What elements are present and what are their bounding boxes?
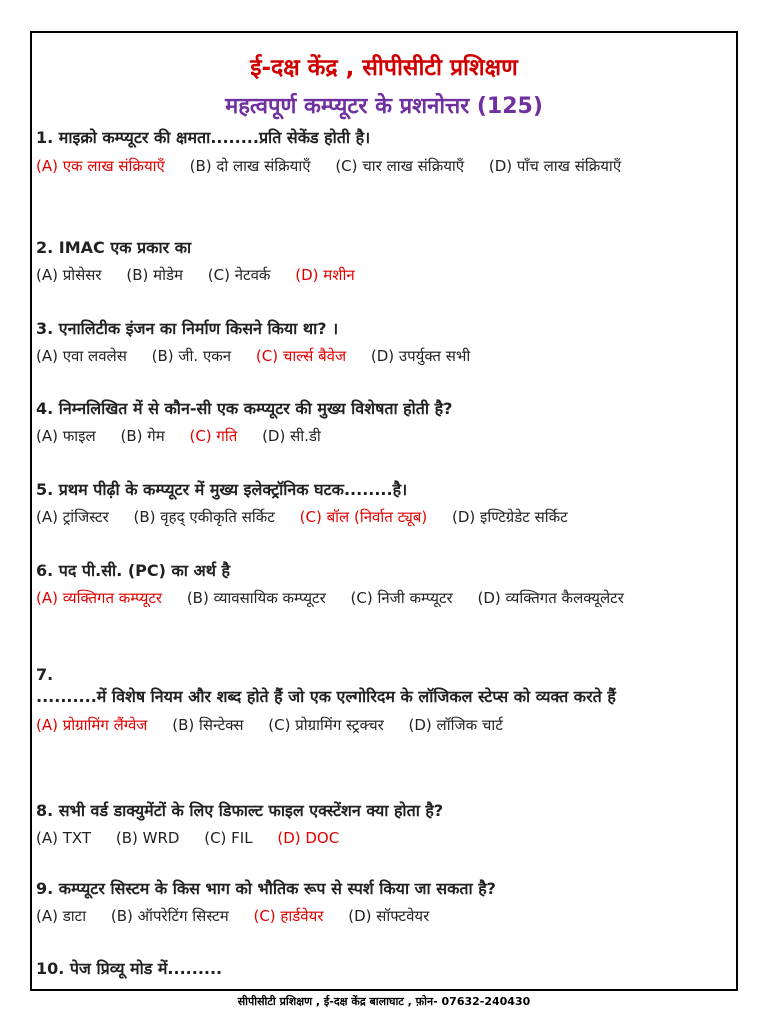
option-c: (C) चार लाख संक्रियाएँ [335,157,465,175]
options [36,264,726,286]
question-5 [36,479,726,528]
option-a: (A) व्यक्तिगत कम्प्यूटर [36,589,163,607]
options [36,827,726,849]
option-d: (D) पाँच लाख संक्रियाएँ [488,157,622,175]
option-c: (C) चार्ल्स बैवेज [255,347,347,365]
question-text: 1. माइक्रो कम्प्यूटर की क्षमता........प्रति सेकेंड होती है। [36,128,371,147]
question-text: 7. ..........में विशेष नियम और शब्द होते हैं जो एक एल्गोरिदम के लॉजिकल स्टेप्स को व्यक्त करते हैं [36,665,616,706]
option-b: (B) ऑपरेटिंग सिस्टम [110,907,229,925]
option-c: (C) निजी कम्प्यूटर [350,589,453,607]
option-d: (D) मशीन [295,266,355,284]
question-text: 10. पेज प्रिव्यू मोड में......... [36,959,223,978]
option-d: (D) सॉफ्टवेयर [348,907,430,925]
question-text: 4. निम्नलिखित में से कौन-सी एक कम्प्यूटर की मुख्य विशेषता होती है? [36,399,453,418]
page-footer: सीपीसीटी प्रशिक्षण , ई-दक्ष केंद्र बालाघाट , फ़ोन- 07632-240430 [237,995,531,1008]
option-a: (A) ट्रांजिस्टर [36,508,109,526]
question-10 [36,958,726,980]
option-d: (D) इण्टिग्रेडेट सर्किट [452,508,568,526]
question-text: 3. एनालिटीक इंजन का निर्माण किसने किया था? । [36,319,339,338]
options [36,345,726,367]
options [36,587,726,609]
option-b: (B) WRD [115,829,180,847]
option-a: (A) एवा लवलेस [36,347,127,365]
question-text: 5. प्रथम पीढ़ी के कम्प्यूटर में मुख्य इलेक्ट्रॉनिक घटक........है। [36,480,408,499]
question-text: 9. कम्प्यूटर सिस्टम के किस भाग को भौतिक रूप से स्पर्श किया जा सकता है? [36,879,496,898]
option-d: (D) सी.डी [262,427,321,445]
question-8 [36,800,726,849]
option-b: (B) सिन्टेक्स [172,716,244,734]
option-b: (B) वृहद् एकीकृति सर्किट [133,508,275,526]
option-c: (C) हार्डवेयर [253,907,324,925]
option-d: (D) लॉजिक चार्ट [408,716,503,734]
option-b: (B) दो लाख संक्रियाएँ [189,157,311,175]
page-title: ई-दक्ष केंद्र , सीपीसीटी प्रशिक्षण [250,55,518,81]
question-4 [36,398,726,447]
page-subtitle: महत्वपूर्ण कम्प्यूटर के प्रशनोत्तर (125) [225,94,543,119]
option-a: (A) TXT [36,829,92,847]
option-b: (B) जी. एकन [151,347,232,365]
question-text: 8. सभी वर्ड डाक्युमेंटों के लिए डिफाल्ट फाइल एक्स्टेंशन क्या होता है? [36,801,444,820]
options [36,905,726,927]
option-a: (A) प्रोग्रामिंग लैंग्वेज [36,716,148,734]
option-a: (A) प्रोसेसर [36,266,102,284]
options [36,155,726,177]
question-3 [36,318,726,367]
option-c: (C) प्रोग्रामिंग स्ट्रक्चर [268,716,384,734]
option-d: (D) व्यक्तिगत कैलक्यूलेटर [477,589,624,607]
options [36,506,726,528]
question-text: 2. IMAC एक प्रकार का [36,238,192,257]
question-7 [36,664,726,736]
option-c: (C) FIL [204,829,253,847]
option-b: (B) गेम [120,427,165,445]
option-c: (C) बॉल (निर्वात ट्यूब) [299,508,428,526]
question-6 [36,560,726,609]
question-2 [36,237,726,286]
option-c: (C) गति [189,427,238,445]
question-9 [36,878,726,927]
options [36,714,726,736]
option-b: (B) व्यावसायिक कम्प्यूटर [186,589,326,607]
option-a: (A) एक लाख संक्रियाएँ [36,157,165,175]
option-c: (C) नेटवर्क [207,266,271,284]
option-d: (D) DOC [277,829,340,847]
question-text: 6. पद पी.सी. (PC) का अर्थ है [36,561,231,580]
question-1 [36,127,726,177]
option-b: (B) मोडेम [126,266,183,284]
option-a: (A) डाटा [36,907,87,925]
option-a: (A) फाइल [36,427,96,445]
option-d: (D) उपर्युक्त सभी [370,347,471,365]
options [36,425,726,447]
